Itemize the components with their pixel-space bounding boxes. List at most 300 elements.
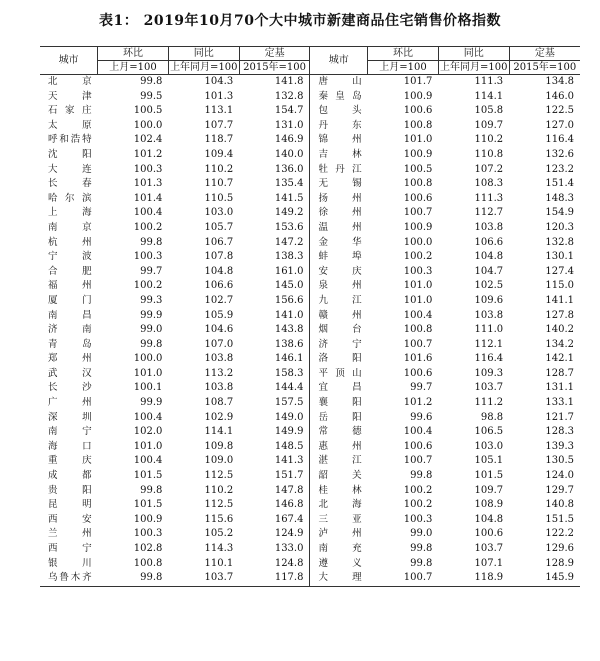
column-subheader-yoy: 上年同月=100 bbox=[170, 62, 238, 73]
table-row bbox=[40, 513, 580, 528]
left-yoy-cell: 103.8 bbox=[204, 382, 234, 394]
table-title: 表1： 2019年10月70个大中城市新建商品住宅销售价格指数 bbox=[98, 13, 502, 29]
left-yoy-cell: 103.0 bbox=[204, 207, 234, 219]
right-yoy-cell: 105.1 bbox=[474, 455, 504, 467]
left-city-cell: 杭 州 bbox=[48, 236, 92, 248]
left-base-cell: 141.8 bbox=[239, 75, 310, 90]
table-row bbox=[40, 75, 580, 90]
right-city-cell: 桂 林 bbox=[318, 484, 362, 496]
right-base-cell: 151.4 bbox=[545, 178, 574, 190]
left-city-cell: 厦 门 bbox=[48, 294, 92, 306]
left-mom-cell: 99.8 bbox=[98, 571, 169, 586]
left-city-cell: 武 汉 bbox=[48, 367, 92, 379]
right-base-cell: 123.2 bbox=[545, 163, 574, 175]
right-base-cell: 127.0 bbox=[545, 119, 574, 131]
right-yoy-cell: 116.4 bbox=[474, 353, 504, 365]
left-base-cell: 132.8 bbox=[239, 90, 310, 105]
left-yoy-cell: 112.5 bbox=[204, 499, 234, 511]
left-mom-cell: 102.4 bbox=[133, 134, 163, 146]
left-yoy-cell: 112.5 bbox=[204, 470, 234, 482]
left-base-cell: 147.8 bbox=[239, 484, 310, 499]
left-yoy-cell: 102.7 bbox=[204, 294, 234, 306]
right-base-cell: 128.3 bbox=[545, 426, 574, 438]
right-base-cell: 130.1 bbox=[545, 251, 574, 263]
right-city-cell: 赣 州 bbox=[318, 309, 362, 321]
right-city-cell: 南 充 bbox=[318, 543, 362, 554]
right-yoy-cell: 112.7 bbox=[474, 207, 504, 219]
right-city-cell: 常 德 bbox=[318, 426, 362, 438]
left-city-cell: 海 口 bbox=[48, 440, 92, 452]
left-yoy-cell: 110.2 bbox=[204, 163, 234, 175]
left-mom-cell: 100.9 bbox=[133, 513, 163, 525]
left-city-cell: 石家庄 bbox=[48, 105, 92, 117]
left-base-cell: 133.0 bbox=[239, 542, 310, 557]
left-base-cell: 140.0 bbox=[239, 148, 310, 163]
left-yoy-cell: 109.0 bbox=[204, 455, 234, 467]
left-yoy-cell: 104.6 bbox=[204, 324, 234, 336]
table-body bbox=[40, 75, 580, 587]
left-yoy-cell: 103.8 bbox=[204, 353, 234, 365]
left-city-cell: 重 庆 bbox=[48, 455, 92, 467]
right-base-cell: 146.0 bbox=[545, 90, 574, 102]
column-header-city: 城市 bbox=[310, 47, 368, 75]
left-base-cell: 135.4 bbox=[239, 177, 310, 192]
right-base-cell: 131.1 bbox=[545, 382, 574, 394]
right-yoy-cell: 102.5 bbox=[474, 280, 504, 292]
right-city-cell: 锦 州 bbox=[318, 134, 362, 146]
right-city-cell: 泉 州 bbox=[318, 280, 362, 292]
right-mom-cell: 100.9 bbox=[403, 90, 433, 102]
right-city-cell: 扬 州 bbox=[318, 192, 362, 204]
table-row bbox=[40, 425, 580, 440]
left-mom-cell: 99.8 bbox=[140, 338, 163, 350]
left-base-cell: 146.1 bbox=[239, 352, 310, 367]
table-row bbox=[40, 367, 580, 382]
right-yoy-cell: 109.6 bbox=[474, 294, 504, 306]
left-city-cell: 南 宁 bbox=[48, 426, 92, 438]
left-mom-cell: 100.5 bbox=[133, 105, 163, 117]
left-city-cell: 成 都 bbox=[48, 470, 92, 482]
column-subheader-mom: 上月=100 bbox=[98, 61, 169, 75]
right-base-cell: 148.3 bbox=[545, 192, 574, 204]
right-yoy-cell: 98.8 bbox=[480, 411, 504, 423]
right-base-cell: 132.8 bbox=[545, 236, 574, 248]
right-city-cell: 湛 江 bbox=[318, 455, 362, 467]
right-base-cell: 122.5 bbox=[545, 105, 574, 117]
table-row bbox=[40, 133, 580, 148]
right-city-cell: 遵 义 bbox=[318, 557, 362, 569]
right-yoy-cell: 111.3 bbox=[474, 192, 504, 204]
left-yoy-cell: 114.1 bbox=[204, 426, 234, 438]
table-row bbox=[40, 411, 580, 426]
table-row bbox=[40, 381, 580, 396]
left-city-cell: 宁 波 bbox=[48, 251, 92, 263]
right-yoy-cell: 103.8 bbox=[474, 309, 504, 321]
right-city-cell: 北 海 bbox=[318, 499, 362, 511]
left-base-cell: 157.5 bbox=[239, 396, 310, 411]
left-city-cell: 郑 州 bbox=[48, 353, 92, 365]
right-yoy-cell: 107.1 bbox=[474, 557, 504, 569]
left-base-cell: 146.9 bbox=[239, 133, 310, 148]
left-mom-cell: 99.8 bbox=[140, 484, 163, 496]
left-mom-cell: 99.8 bbox=[140, 236, 163, 248]
left-yoy-cell: 110.7 bbox=[204, 178, 234, 190]
right-city-cell: 九 江 bbox=[318, 294, 362, 306]
right-mom-cell: 101.0 bbox=[403, 294, 433, 306]
right-city-cell: 牡丹江 bbox=[318, 163, 362, 175]
right-city-cell: 秦皇岛 bbox=[318, 90, 362, 102]
right-mom-cell: 100.6 bbox=[403, 367, 433, 379]
right-base-cell: 140.8 bbox=[545, 499, 574, 511]
price-index-table bbox=[40, 46, 580, 587]
left-mom-cell: 100.3 bbox=[133, 163, 163, 175]
left-base-cell: 138.6 bbox=[239, 338, 310, 353]
left-mom-cell: 100.0 bbox=[133, 353, 163, 365]
right-mom-cell: 100.9 bbox=[403, 221, 433, 233]
left-yoy-cell: 105.9 bbox=[204, 309, 234, 321]
left-base-cell: 144.4 bbox=[239, 381, 310, 396]
left-yoy-cell: 106.6 bbox=[204, 280, 234, 292]
table-row bbox=[40, 265, 580, 280]
right-city-cell: 唐 山 bbox=[318, 76, 362, 87]
right-base-cell: 140.2 bbox=[545, 324, 574, 336]
right-mom-cell: 100.2 bbox=[403, 251, 433, 263]
right-city-cell: 金 华 bbox=[318, 236, 362, 248]
right-yoy-cell: 108.9 bbox=[474, 499, 504, 511]
left-city-cell: 乌鲁木齐 bbox=[40, 571, 98, 586]
right-mom-cell: 100.7 bbox=[403, 455, 433, 467]
right-base-cell: 122.2 bbox=[545, 528, 574, 540]
left-base-cell: 158.3 bbox=[239, 367, 310, 382]
left-mom-cell: 99.9 bbox=[140, 397, 163, 409]
left-city-cell: 天 津 bbox=[48, 90, 92, 102]
table-row bbox=[40, 104, 580, 119]
right-base-cell: 127.8 bbox=[545, 309, 574, 321]
right-base-cell: 154.9 bbox=[545, 207, 574, 219]
left-city-cell: 北 京 bbox=[48, 76, 92, 87]
left-yoy-cell: 118.7 bbox=[204, 134, 234, 146]
table-row bbox=[40, 250, 580, 265]
right-city-cell: 包 头 bbox=[318, 105, 362, 117]
right-base-cell: 134.2 bbox=[545, 338, 574, 350]
table-row bbox=[40, 571, 580, 586]
table-row bbox=[40, 163, 580, 178]
right-yoy-cell: 110.8 bbox=[474, 148, 504, 160]
right-city-cell: 丹 东 bbox=[318, 119, 362, 131]
left-base-cell: 167.4 bbox=[239, 513, 310, 528]
table-row bbox=[40, 542, 580, 557]
column-subheader-base: 2015年=100 bbox=[509, 61, 580, 75]
column-header-yoy: 同比 bbox=[168, 47, 239, 61]
left-yoy-cell: 107.0 bbox=[204, 338, 234, 350]
left-yoy-cell: 110.1 bbox=[204, 557, 234, 569]
column-header-base: 定基 bbox=[509, 47, 580, 61]
left-city-cell: 青 岛 bbox=[48, 338, 92, 350]
right-base-cell: 120.3 bbox=[545, 221, 574, 233]
right-mom-cell: 99.8 bbox=[410, 543, 433, 554]
left-yoy-cell: 105.2 bbox=[204, 528, 234, 540]
right-mom-cell: 100.6 bbox=[403, 105, 433, 117]
left-mom-cell: 100.2 bbox=[133, 280, 163, 292]
left-yoy-cell: 103.7 bbox=[168, 571, 239, 586]
left-base-cell: 143.8 bbox=[239, 323, 310, 338]
right-yoy-cell: 104.8 bbox=[474, 513, 504, 525]
left-base-cell: 117.8 bbox=[239, 571, 310, 586]
left-mom-cell: 100.4 bbox=[133, 455, 163, 467]
right-mom-cell: 99.8 bbox=[410, 470, 433, 482]
table-row bbox=[40, 119, 580, 134]
left-mom-cell: 101.0 bbox=[133, 440, 163, 452]
left-yoy-cell: 107.7 bbox=[204, 119, 234, 131]
left-base-cell: 136.0 bbox=[239, 163, 310, 178]
right-city-cell: 徐 州 bbox=[318, 207, 362, 219]
right-base-cell: 128.7 bbox=[545, 367, 574, 379]
left-mom-cell: 101.0 bbox=[133, 367, 163, 379]
right-mom-cell: 99.6 bbox=[410, 411, 433, 423]
right-yoy-cell: 105.8 bbox=[474, 105, 504, 117]
right-city-cell: 宜 昌 bbox=[318, 382, 362, 394]
table-row bbox=[40, 294, 580, 309]
table-row bbox=[40, 527, 580, 542]
left-mom-cell: 100.4 bbox=[133, 411, 163, 423]
table-row bbox=[40, 323, 580, 338]
left-city-cell: 广 州 bbox=[48, 397, 92, 409]
table-row bbox=[40, 206, 580, 221]
right-yoy-cell: 103.7 bbox=[474, 382, 504, 394]
right-city-cell: 吉 林 bbox=[318, 148, 362, 160]
table-row bbox=[40, 221, 580, 236]
table-row bbox=[40, 236, 580, 251]
column-header-yoy: 同比 bbox=[438, 47, 509, 61]
column-subheader-yoy: 上年同月=100 bbox=[440, 62, 508, 73]
table-row bbox=[40, 396, 580, 411]
right-mom-cell: 100.2 bbox=[403, 484, 433, 496]
left-mom-cell: 100.8 bbox=[133, 557, 163, 569]
left-city-cell: 长 沙 bbox=[48, 382, 92, 394]
left-mom-cell: 100.4 bbox=[133, 207, 163, 219]
column-header-mom: 环比 bbox=[368, 47, 439, 61]
right-mom-cell: 101.0 bbox=[403, 280, 433, 292]
right-mom-cell: 100.5 bbox=[403, 163, 433, 175]
right-yoy-cell: 111.3 bbox=[474, 76, 504, 87]
left-mom-cell: 99.3 bbox=[140, 294, 163, 306]
left-city-cell: 昆 明 bbox=[48, 499, 92, 511]
column-header-city: 城市 bbox=[40, 47, 98, 75]
right-mom-cell: 101.0 bbox=[403, 134, 433, 146]
left-yoy-cell: 105.7 bbox=[204, 221, 234, 233]
table-row bbox=[40, 148, 580, 163]
left-mom-cell: 100.0 bbox=[133, 119, 163, 131]
right-city-cell: 蚌 埠 bbox=[318, 251, 362, 263]
right-yoy-cell: 111.0 bbox=[474, 324, 504, 336]
left-mom-cell: 101.5 bbox=[133, 499, 163, 511]
right-yoy-cell: 101.5 bbox=[474, 470, 504, 482]
right-base-cell: 115.0 bbox=[545, 280, 574, 292]
right-mom-cell: 100.2 bbox=[403, 499, 433, 511]
left-yoy-cell: 104.8 bbox=[204, 265, 234, 277]
left-city-cell: 哈尔滨 bbox=[48, 192, 92, 204]
left-base-cell: 141.0 bbox=[239, 309, 310, 324]
left-yoy-cell: 109.4 bbox=[204, 148, 234, 160]
left-base-cell: 131.0 bbox=[239, 119, 310, 134]
left-mom-cell: 99.7 bbox=[140, 265, 163, 277]
right-yoy-cell: 106.6 bbox=[474, 236, 504, 248]
left-mom-cell: 101.5 bbox=[133, 470, 163, 482]
left-yoy-cell: 110.5 bbox=[204, 192, 234, 204]
table-row bbox=[40, 454, 580, 469]
right-base-cell: 121.7 bbox=[545, 411, 574, 423]
right-mom-cell: 100.8 bbox=[403, 119, 433, 131]
left-city-cell: 长 春 bbox=[48, 178, 92, 190]
left-base-cell: 124.9 bbox=[239, 527, 310, 542]
right-base-cell: 116.4 bbox=[545, 134, 574, 146]
right-yoy-cell: 109.7 bbox=[474, 484, 504, 496]
right-yoy-cell: 118.9 bbox=[438, 571, 509, 586]
table-row bbox=[40, 352, 580, 367]
right-city-cell: 洛 阳 bbox=[318, 353, 362, 365]
right-yoy-cell: 108.3 bbox=[474, 178, 504, 190]
right-base-cell: 130.5 bbox=[545, 455, 574, 467]
left-base-cell: 153.6 bbox=[239, 221, 310, 236]
left-base-cell: 141.5 bbox=[239, 192, 310, 207]
right-base-cell: 151.5 bbox=[545, 513, 574, 525]
right-mom-cell: 101.2 bbox=[403, 397, 433, 409]
left-yoy-cell: 102.9 bbox=[204, 411, 234, 423]
right-base-cell: 124.0 bbox=[545, 470, 574, 482]
right-mom-cell: 100.0 bbox=[403, 236, 433, 248]
right-city-cell: 烟 台 bbox=[318, 324, 362, 336]
left-city-cell: 上 海 bbox=[48, 207, 92, 219]
left-city-cell: 贵 阳 bbox=[48, 484, 92, 496]
left-base-cell: 124.8 bbox=[239, 557, 310, 572]
left-mom-cell: 102.8 bbox=[133, 543, 163, 554]
table-row bbox=[40, 177, 580, 192]
right-mom-cell: 101.6 bbox=[403, 353, 433, 365]
right-city-cell: 三 亚 bbox=[318, 513, 362, 525]
left-city-cell: 大 连 bbox=[48, 163, 92, 175]
column-header-mom: 环比 bbox=[98, 47, 169, 61]
left-mom-cell: 101.3 bbox=[133, 178, 163, 190]
right-yoy-cell: 112.1 bbox=[474, 338, 504, 350]
left-city-cell: 南 昌 bbox=[48, 309, 92, 321]
left-mom-cell: 99.8 bbox=[140, 76, 163, 87]
right-yoy-cell: 100.6 bbox=[474, 528, 504, 540]
table-row bbox=[40, 338, 580, 353]
left-mom-cell: 99.0 bbox=[140, 324, 163, 336]
right-yoy-cell: 114.1 bbox=[474, 90, 504, 102]
table-row bbox=[40, 440, 580, 455]
right-city-cell: 韶 关 bbox=[318, 470, 362, 482]
left-mom-cell: 100.3 bbox=[133, 528, 163, 540]
right-yoy-cell: 109.7 bbox=[474, 119, 504, 131]
left-mom-cell: 100.1 bbox=[133, 382, 163, 394]
right-mom-cell: 100.8 bbox=[403, 324, 433, 336]
right-base-cell: 134.8 bbox=[545, 76, 574, 87]
left-base-cell: 148.5 bbox=[239, 440, 310, 455]
left-city-cell: 福 州 bbox=[48, 280, 92, 292]
column-subheader-base: 2015年=100 bbox=[239, 61, 310, 75]
left-yoy-cell: 106.7 bbox=[204, 236, 234, 248]
right-mom-cell: 100.9 bbox=[403, 148, 433, 160]
right-city-cell: 无 锡 bbox=[318, 178, 362, 190]
right-base-cell: 133.1 bbox=[545, 397, 574, 409]
right-yoy-cell: 103.7 bbox=[474, 543, 504, 554]
right-mom-cell: 100.7 bbox=[368, 571, 439, 586]
table-row bbox=[40, 498, 580, 513]
right-city-cell: 大 理 bbox=[310, 571, 368, 586]
right-yoy-cell: 103.8 bbox=[474, 221, 504, 233]
left-base-cell: 138.3 bbox=[239, 250, 310, 265]
right-base-cell: 129.6 bbox=[545, 543, 574, 554]
left-city-cell: 太 原 bbox=[48, 119, 92, 131]
left-base-cell: 149.0 bbox=[239, 411, 310, 426]
left-base-cell: 149.2 bbox=[239, 206, 310, 221]
right-mom-cell: 99.8 bbox=[410, 557, 433, 569]
right-base-cell: 129.7 bbox=[545, 484, 574, 496]
right-yoy-cell: 107.2 bbox=[474, 163, 504, 175]
right-yoy-cell: 111.2 bbox=[474, 397, 504, 409]
left-base-cell: 156.6 bbox=[239, 294, 310, 309]
right-mom-cell: 100.8 bbox=[403, 178, 433, 190]
right-base-cell: 132.6 bbox=[545, 148, 574, 160]
right-yoy-cell: 103.0 bbox=[474, 440, 504, 452]
left-yoy-cell: 115.6 bbox=[204, 513, 234, 525]
left-base-cell: 146.8 bbox=[239, 498, 310, 513]
left-city-cell: 济 南 bbox=[48, 324, 92, 336]
left-base-cell: 145.0 bbox=[239, 279, 310, 294]
left-base-cell: 149.9 bbox=[239, 425, 310, 440]
left-yoy-cell: 107.8 bbox=[204, 251, 234, 263]
column-subheader-mom: 上月=100 bbox=[368, 61, 439, 75]
right-base-cell: 142.1 bbox=[545, 353, 574, 365]
left-yoy-cell: 110.2 bbox=[204, 484, 234, 496]
right-city-cell: 温 州 bbox=[318, 221, 362, 233]
left-city-cell: 西 安 bbox=[48, 513, 92, 525]
left-base-cell: 151.7 bbox=[239, 469, 310, 484]
right-mom-cell: 100.6 bbox=[403, 192, 433, 204]
left-city-cell: 兰 州 bbox=[48, 528, 92, 540]
left-yoy-cell: 109.8 bbox=[204, 440, 234, 452]
right-mom-cell: 100.4 bbox=[403, 309, 433, 321]
right-base-cell: 145.9 bbox=[509, 571, 580, 586]
right-mom-cell: 101.7 bbox=[403, 76, 433, 87]
right-city-cell: 岳 阳 bbox=[318, 411, 362, 423]
left-mom-cell: 101.2 bbox=[133, 148, 163, 160]
left-city-cell: 南 京 bbox=[48, 221, 92, 233]
left-base-cell: 154.7 bbox=[239, 104, 310, 119]
table-row bbox=[40, 90, 580, 105]
table-row bbox=[40, 192, 580, 207]
right-mom-cell: 99.0 bbox=[410, 528, 433, 540]
left-city-cell: 西 宁 bbox=[48, 543, 92, 554]
right-yoy-cell: 109.3 bbox=[474, 367, 504, 379]
left-base-cell: 147.2 bbox=[239, 236, 310, 251]
left-base-cell: 161.0 bbox=[239, 265, 310, 280]
right-mom-cell: 99.7 bbox=[410, 382, 433, 394]
right-mom-cell: 100.6 bbox=[403, 440, 433, 452]
right-city-cell: 襄 阳 bbox=[318, 397, 362, 409]
left-yoy-cell: 113.1 bbox=[204, 105, 234, 117]
right-yoy-cell: 106.5 bbox=[474, 426, 504, 438]
table-row bbox=[40, 309, 580, 324]
right-yoy-cell: 104.7 bbox=[474, 265, 504, 277]
left-mom-cell: 99.5 bbox=[140, 90, 163, 102]
table-row bbox=[40, 469, 580, 484]
right-yoy-cell: 104.8 bbox=[474, 251, 504, 263]
right-mom-cell: 100.3 bbox=[403, 513, 433, 525]
left-mom-cell: 100.3 bbox=[133, 251, 163, 263]
column-header-base: 定基 bbox=[239, 47, 310, 61]
